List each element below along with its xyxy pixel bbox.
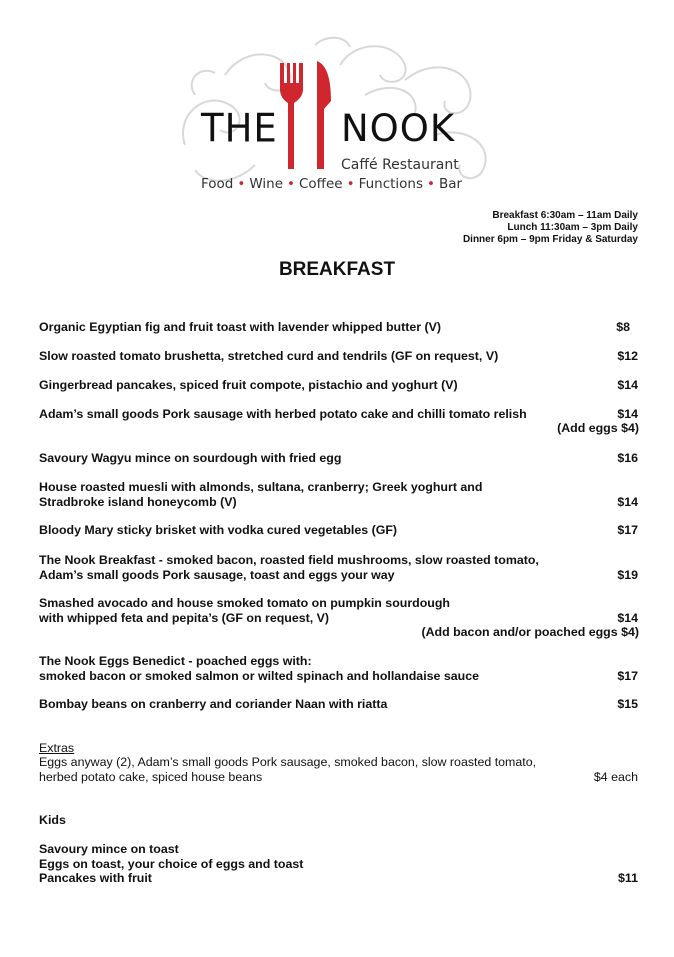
menu-item: The Nook Breakfast - smoked bacon, roasted field mushrooms, slow roasted tomato, Adam’s small goods Pork sausage, toast and eggs your way $19 <box>39 553 638 582</box>
fork-and-knife-icon <box>277 59 335 171</box>
kids-list <box>39 842 638 886</box>
logo-subtitle: Caffé Restaurant <box>341 157 459 173</box>
kids-item: Pancakes with fruit <box>39 871 152 885</box>
restaurant-logo <box>165 35 500 200</box>
extras-list: Eggs anyway (2), Adam’s small goods Pork sausage, smoked bacon, slow roasted tomato, herbed potato cake, spiced house beans $4 each <box>39 755 638 784</box>
hours-breakfast: Breakfast 6:30am – 11am Daily <box>492 210 638 221</box>
kids-item: Eggs on toast, your choice of eggs and toast <box>39 856 304 871</box>
item-price: $12 <box>617 349 638 363</box>
menu-item: Organic Egyptian fig and fruit toast with lavender whipped butter (V) $8 <box>39 320 630 334</box>
item-price: $17 <box>617 668 638 683</box>
menu-item: Slow roasted tomato brushetta, stretched curd and tendrils (GF on request, V) $12 <box>39 349 638 363</box>
kids-heading: Kids <box>39 813 66 827</box>
opening-hours <box>463 210 638 246</box>
menu-item: Bloody Mary sticky brisket with vodka cured vegetables (GF) $17 <box>39 523 638 537</box>
item-price: $16 <box>617 451 638 465</box>
bullet-icon: • <box>287 176 295 192</box>
logo-text-the: THE <box>201 105 278 152</box>
page-title: BREAKFAST <box>278 259 396 280</box>
logo-tagline: Food • Wine • Coffee • Functions • Bar <box>201 176 463 192</box>
bullet-icon: • <box>346 176 355 192</box>
item-price: $14 <box>617 378 638 392</box>
item-price: $14 <box>617 407 638 421</box>
menu-item: Adam’s small goods Pork sausage with herbed potato cake and chilli tomato relish $14 <box>39 407 638 421</box>
item-price: $15 <box>617 697 638 711</box>
item-price: $17 <box>617 523 638 537</box>
bullet-icon: • <box>427 176 435 192</box>
menu-item: Smashed avocado and house smoked tomato on pumpkin sourdough with whipped feta and pepita’s (GF on request, V) $14 <box>39 596 638 625</box>
item-price: $19 <box>617 567 638 582</box>
item-price: $14 <box>617 610 638 625</box>
item-price: $8 <box>616 320 630 334</box>
menu-item: Gingerbread pancakes, spiced fruit compote, pistachio and yoghurt (V) $14 <box>39 378 638 392</box>
extras-price: $4 each <box>593 769 638 784</box>
menu-item: Bombay beans on cranberry and coriander Naan with riatta $15 <box>39 697 638 711</box>
bullet-icon: • <box>237 176 246 192</box>
menu-item: Savoury Wagyu mince on sourdough with fried egg $16 <box>39 451 638 465</box>
kids-price: $11 <box>618 871 638 885</box>
hours-dinner: Dinner 6pm – 9pm Friday & Saturday <box>462 234 638 245</box>
logo-text-nook: NOOK <box>341 107 456 150</box>
item-addon: (Add eggs $4) <box>557 421 639 435</box>
item-price: $14 <box>617 494 638 509</box>
menu-item: The Nook Eggs Benedict - poached eggs with: smoked bacon or smoked salmon or wilted spinach and hollandaise sauce $17 <box>39 654 638 683</box>
hours-lunch: Lunch 11:30am – 3pm Daily <box>507 222 638 233</box>
extras-heading: Extras <box>39 741 75 755</box>
item-addon: (Add bacon and/or poached eggs $4) <box>421 625 639 639</box>
kids-item: Savoury mince on toast <box>39 842 179 856</box>
menu-item: House roasted muesli with almonds, sultana, cranberry; Greek yoghurt and Stradbroke island honeycomb (V) $14 <box>39 480 638 509</box>
